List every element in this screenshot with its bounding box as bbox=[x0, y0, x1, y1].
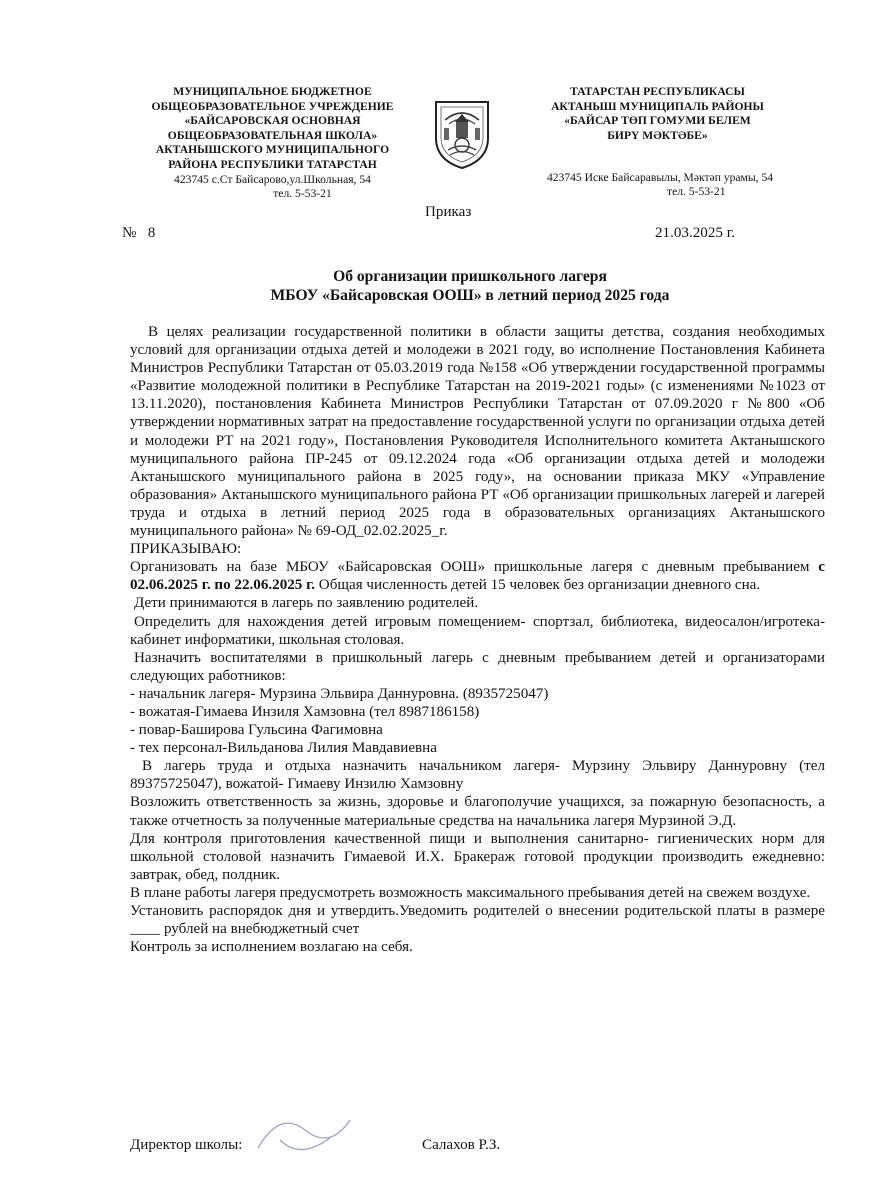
order-word: ПРИКАЗЫВАЮ: bbox=[130, 541, 242, 558]
header-right-address: 423745 Иске Байсаравылы, Мәктәп урамы, 54 bbox=[546, 171, 774, 184]
document-body bbox=[130, 323, 825, 956]
preamble-paragraph: В целях реализации государственной политики в области защиты детства, создания необходимых условий для организации отдыха детей и молодежи в 2021 году, во исполнение Постановления Кабинета Министров Республики Татарстан от 05.03.2019 года №158 «Об утверждении государственной программы «Развитие молодежной политики в Республике Татарстан на 2019-2021 годы» (с изменениями №1023 от 13.11.2020), постановления Кабинета Министров Республики Татарстан от 07.09.2020 г №800 «Об утверждении нормативных затрат на предоставление государственной услуги по организации отдыха детей и молодежи РТ на 2021 году», Постановления Руководителя Исполнительного комитета Актанышского муниципального района ПР-245 от 09.12.2024 года «Об организации отдыха детей и молодежи Актанышского муниципального района в 2025 году», на основании приказа МКУ «Управление образования» Актанышского муниципального района РТ «Об организации пришкольных лагерей и лагерей труда и отдыха в летний период 2025 года в образовательных организациях Актанышского муниципального района» № 69-ОД_02.02.2025_г. bbox=[130, 324, 825, 540]
order-date: 21.03.2025 г. bbox=[655, 225, 735, 241]
header-left-line: АКТАНЫШСКОГО МУНИЦИПАЛЬНОГО bbox=[155, 143, 390, 157]
header-left-line: «БАЙСАРОВСКАЯ ОСНОВНАЯ bbox=[184, 114, 361, 128]
coat-of-arms-emblem bbox=[432, 98, 492, 170]
staff-line: - вожатая-Гимаева Инзиля Хамзовна (тел 8987186158) bbox=[130, 703, 480, 720]
order-item-7: Для контроля приготовления качественной пищи и выполнения санитарно- гигиенических норм для школьной столовой назначить Гимаевой И.Х. Бракераж готовой продукции производить ежедневно: завтрак, обед, полдник. bbox=[130, 830, 825, 883]
header-right-line: «БАЙСАР ТӨП ГОМУМИ БЕЛЕМ bbox=[564, 114, 751, 128]
header-right-line: БИРҮ МӘКТӘБЕ» bbox=[607, 128, 708, 142]
header-left-line: ОБЩЕОБРАЗОВАТЕЛЬНОЕ УЧРЕЖДЕНИЕ bbox=[151, 99, 394, 113]
title-line-2: МБОУ «Байсаровская ООШ» в летний период 2025 года bbox=[270, 287, 670, 304]
order-number: № 8 bbox=[122, 225, 156, 241]
header-left-line: РАЙОНА РЕСПУБЛИКИ ТАТАРСТАН bbox=[168, 157, 377, 171]
header-right-block bbox=[515, 85, 800, 143]
header-left-phone: тел. 5-53-21 bbox=[273, 186, 332, 200]
header-left-address: 423745 с.Ст Байсарово,ул.Школьная, 54 bbox=[174, 172, 371, 186]
order-item-3: Определить для нахождения детей игровым помещением- спортзал, библиотека, видеосалон/игротека- кабинет информатики, школьная столовая. bbox=[130, 613, 825, 648]
order-item-5: В лагерь труда и отдыха назначить начальником лагеря- Мурзину Эльвиру Даннуровну (тел 89375725047), вожатой- Гимаеву Инзилю Хамзовну bbox=[130, 758, 825, 793]
header-right-phone: тел. 5-53-21 bbox=[667, 185, 726, 198]
order-item-9: Установить распорядок дня и утвердить.Уведомить родителей о внесении родительской платы в размере ____ рублей на внебюджетный счет bbox=[130, 903, 825, 938]
signature-name: Салахов Р.З. bbox=[422, 1137, 501, 1153]
header-left-line: МУНИЦИПАЛЬНОЕ БЮДЖЕТНОЕ bbox=[173, 85, 372, 98]
staff-line: - начальник лагеря- Мурзина Эльвира Даннуровна. (8935725047) bbox=[130, 685, 549, 702]
item-1-text: Организовать на базе МБОУ «Байсаровская ООШ» пришкольные лагеря с дневным пребыванием bbox=[130, 559, 819, 576]
title-line-1: Об организации пришкольного лагеря bbox=[333, 268, 607, 285]
header-right-line: АКТАНЫШ МУНИЦИПАЛЬ РАЙОНЫ bbox=[551, 99, 764, 113]
header-left-block bbox=[130, 85, 415, 201]
item-1-tail: Общая численность детей 15 человек без организации дневного сна. bbox=[315, 577, 761, 594]
order-item-4: Назначить воспитателями в пришкольный лагерь с дневным пребыванием детей и организаторами следующих работников: bbox=[130, 649, 825, 684]
item-1-dates: с 02.06.2025 г. по 22.06.2025 г. bbox=[130, 559, 825, 594]
header-left-line: ОБЩЕОБРАЗОВАТЕЛЬНАЯ ШКОЛА» bbox=[167, 128, 378, 142]
order-item-10: Контроль за исполнением возлагаю на себя. bbox=[130, 939, 413, 956]
staff-line: - тех персонал-Вильданова Лилия Мавдавиевна bbox=[130, 740, 437, 757]
handwritten-signature-mark bbox=[250, 1100, 360, 1170]
order-item-8: В плане работы лагеря предусмотреть возможность максимального пребывания детей на свежем воздухе. bbox=[130, 884, 811, 901]
header-right-line: ТАТАРСТАН РЕСПУБЛИКАСЫ bbox=[570, 85, 745, 98]
staff-line: - повар-Баширова Гульсина Фагимовна bbox=[130, 722, 383, 739]
order-item-6: Возложить ответственность за жизнь, здоровье и благополучие учащихся, за пожарную безопасность, а также отчетность за полученные материальные средства на начальника лагеря Мурзиной Э.Д. bbox=[130, 794, 825, 829]
document-type: Приказ bbox=[425, 204, 472, 220]
order-item-2: Дети принимаются в лагерь по заявлению родителей. bbox=[134, 595, 479, 612]
order-item-1 bbox=[130, 558, 825, 594]
signature-label: Директор школы: bbox=[130, 1137, 243, 1153]
document-title bbox=[130, 267, 810, 305]
